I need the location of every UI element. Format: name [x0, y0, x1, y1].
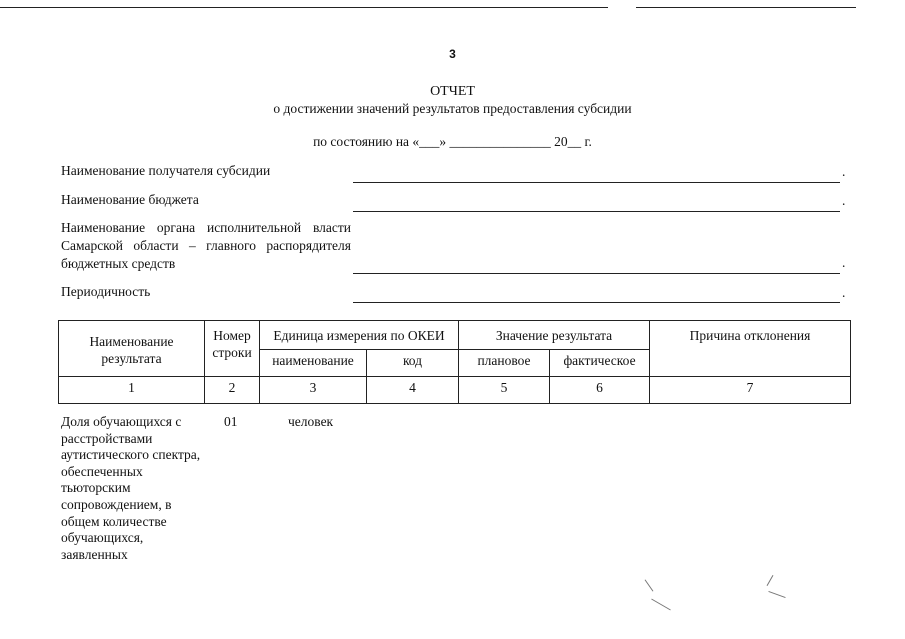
header-actual: фактическое — [550, 350, 650, 377]
scan-mark — [767, 575, 774, 586]
periodicity-line — [353, 302, 840, 303]
report-title: ОТЧЕТ — [430, 84, 475, 99]
page-number: 3 — [449, 47, 456, 61]
column-number: 5 — [459, 377, 550, 404]
result-name-cell: Доля обучающихся с расстройствами аутистического спектра, обеспеченных тьюторским сопровождением, в общем количестве обучающихся, заявленных — [61, 414, 201, 562]
header-result-name: Наименование результата — [59, 321, 205, 377]
column-number: 3 — [260, 377, 367, 404]
report-date-line: по состоянию на «___» _______________ 20__ г. — [313, 134, 592, 149]
scan-mark — [651, 599, 671, 611]
column-number: 6 — [550, 377, 650, 404]
column-number: 2 — [205, 377, 260, 404]
authority-name-label: Наименование органа исполнительной власти Самарской области – главного распорядителя бюджетных средств — [61, 220, 351, 271]
header-unit-okei: Единица измерения по ОКЕИ — [260, 321, 459, 350]
recipient-name-line — [353, 182, 840, 183]
report-table — [58, 320, 851, 404]
recipient-name-label: Наименование получателя субсидии — [61, 163, 271, 178]
header-planned: плановое — [459, 350, 550, 377]
budget-name-line — [353, 211, 840, 212]
table-header-row — [59, 321, 851, 350]
budget-name-dot: . — [842, 193, 846, 208]
column-number-row — [59, 377, 851, 404]
recipient-name-dot: . — [842, 164, 846, 179]
authority-name-line — [353, 273, 840, 274]
periodicity-dot: . — [842, 285, 846, 300]
column-number: 1 — [59, 377, 205, 404]
scan-mark — [645, 579, 654, 591]
scan-mark — [768, 591, 785, 598]
report-subtitle: о достижении значений результатов предоставления субсидии — [273, 101, 632, 116]
column-number: 4 — [367, 377, 459, 404]
periodicity-label: Периодичность — [61, 284, 151, 299]
row-number-cell: 01 — [224, 414, 238, 429]
header-result-value: Значение результата — [459, 321, 650, 350]
top-border-line-right — [636, 7, 856, 8]
header-unit-code: код — [367, 350, 459, 377]
authority-name-dot: . — [842, 255, 846, 270]
budget-name-label: Наименование бюджета — [61, 192, 199, 207]
unit-name-cell: человек — [288, 414, 334, 429]
column-number: 7 — [650, 377, 851, 404]
header-unit-name: наименование — [260, 350, 367, 377]
top-border-line-left — [0, 7, 608, 8]
header-row-number: Номер строки — [205, 321, 260, 377]
header-deviation-reason: Причина отклонения — [650, 321, 851, 377]
